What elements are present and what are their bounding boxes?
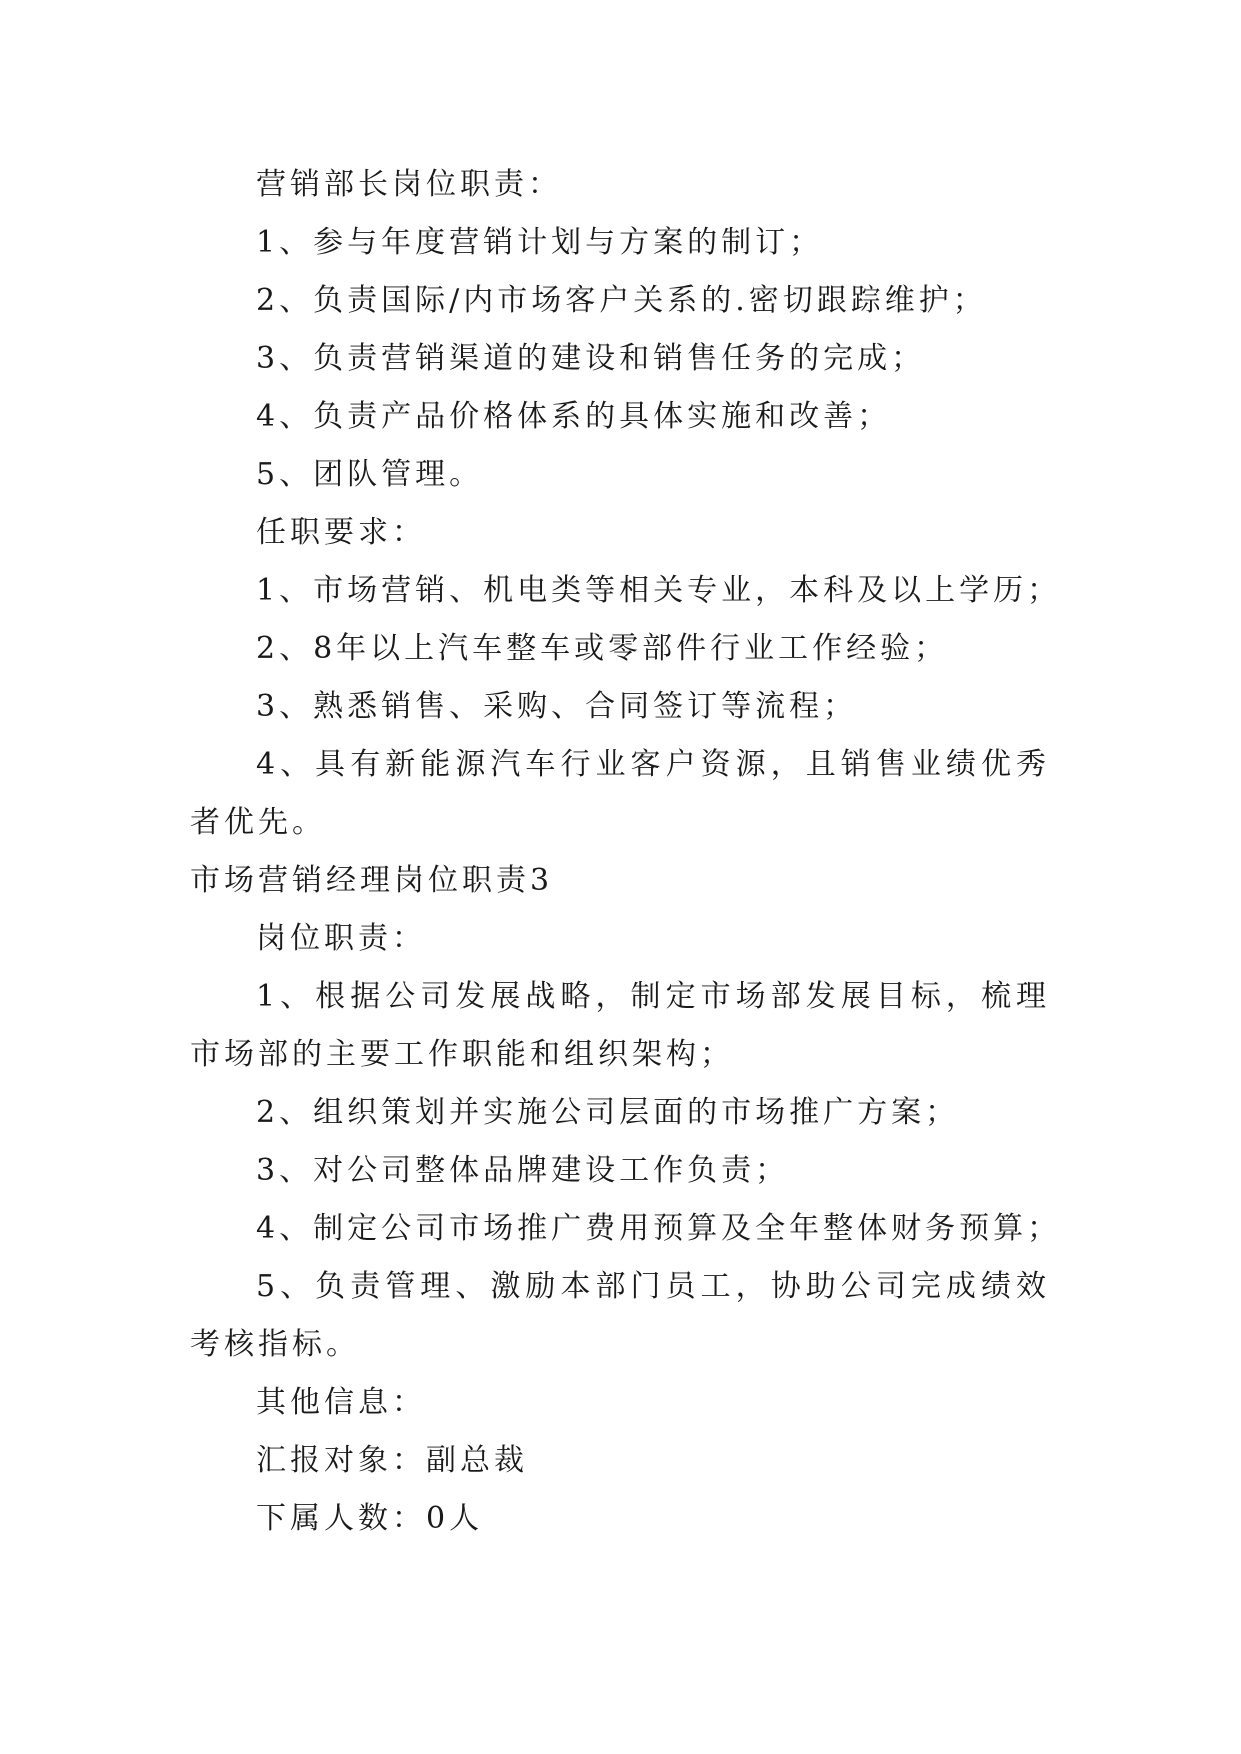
duty-item: 1、参与年度营销计划与方案的制订； [256, 225, 824, 260]
other-info-title: 其他信息： [256, 1385, 426, 1420]
duty-item: 5、负责管理、激励本部门员工，协助公司完成绩效考核指标。 [190, 1269, 1050, 1362]
report-to: 汇报对象：副总裁 [256, 1443, 528, 1478]
duty-item: 1、根据公司发展战略，制定市场部发展目标，梳理市场部的主要工作职能和组织架构； [190, 979, 1050, 1072]
duty-item: 2、负责国际/内市场客户关系的.密切跟踪维护； [256, 283, 987, 318]
document-body [190, 156, 1062, 1548]
duties-title: 岗位职责： [256, 921, 426, 956]
duty-item: 3、对公司整体品牌建设工作负责； [256, 1153, 790, 1188]
duty-item: 5、团队管理。 [256, 457, 484, 492]
section-heading: 市场营销经理岗位职责3 [190, 863, 554, 898]
requirement-item: 4、具有新能源汽车行业客户资源，且销售业绩优秀者优先。 [190, 747, 1050, 840]
section-title: 营销部长岗位职责： [256, 167, 562, 202]
duty-item: 3、负责营销渠道的建设和销售任务的完成； [256, 341, 926, 376]
duty-item: 4、制定公司市场推广费用预算及全年整体财务预算； [256, 1211, 1062, 1246]
requirement-item: 2、8年以上汽车整车或零部件行业工作经验； [256, 631, 949, 666]
subordinates-count: 下属人数：0人 [256, 1501, 484, 1536]
duty-item: 4、负责产品价格体系的具体实施和改善； [256, 399, 892, 434]
requirements-title: 任职要求： [256, 515, 426, 550]
duty-item: 2、组织策划并实施公司层面的市场推广方案； [256, 1095, 960, 1130]
requirement-item: 1、市场营销、机电类等相关专业，本科及以上学历； [256, 573, 1062, 608]
requirement-item: 3、熟悉销售、采购、合同签订等流程； [256, 689, 858, 724]
